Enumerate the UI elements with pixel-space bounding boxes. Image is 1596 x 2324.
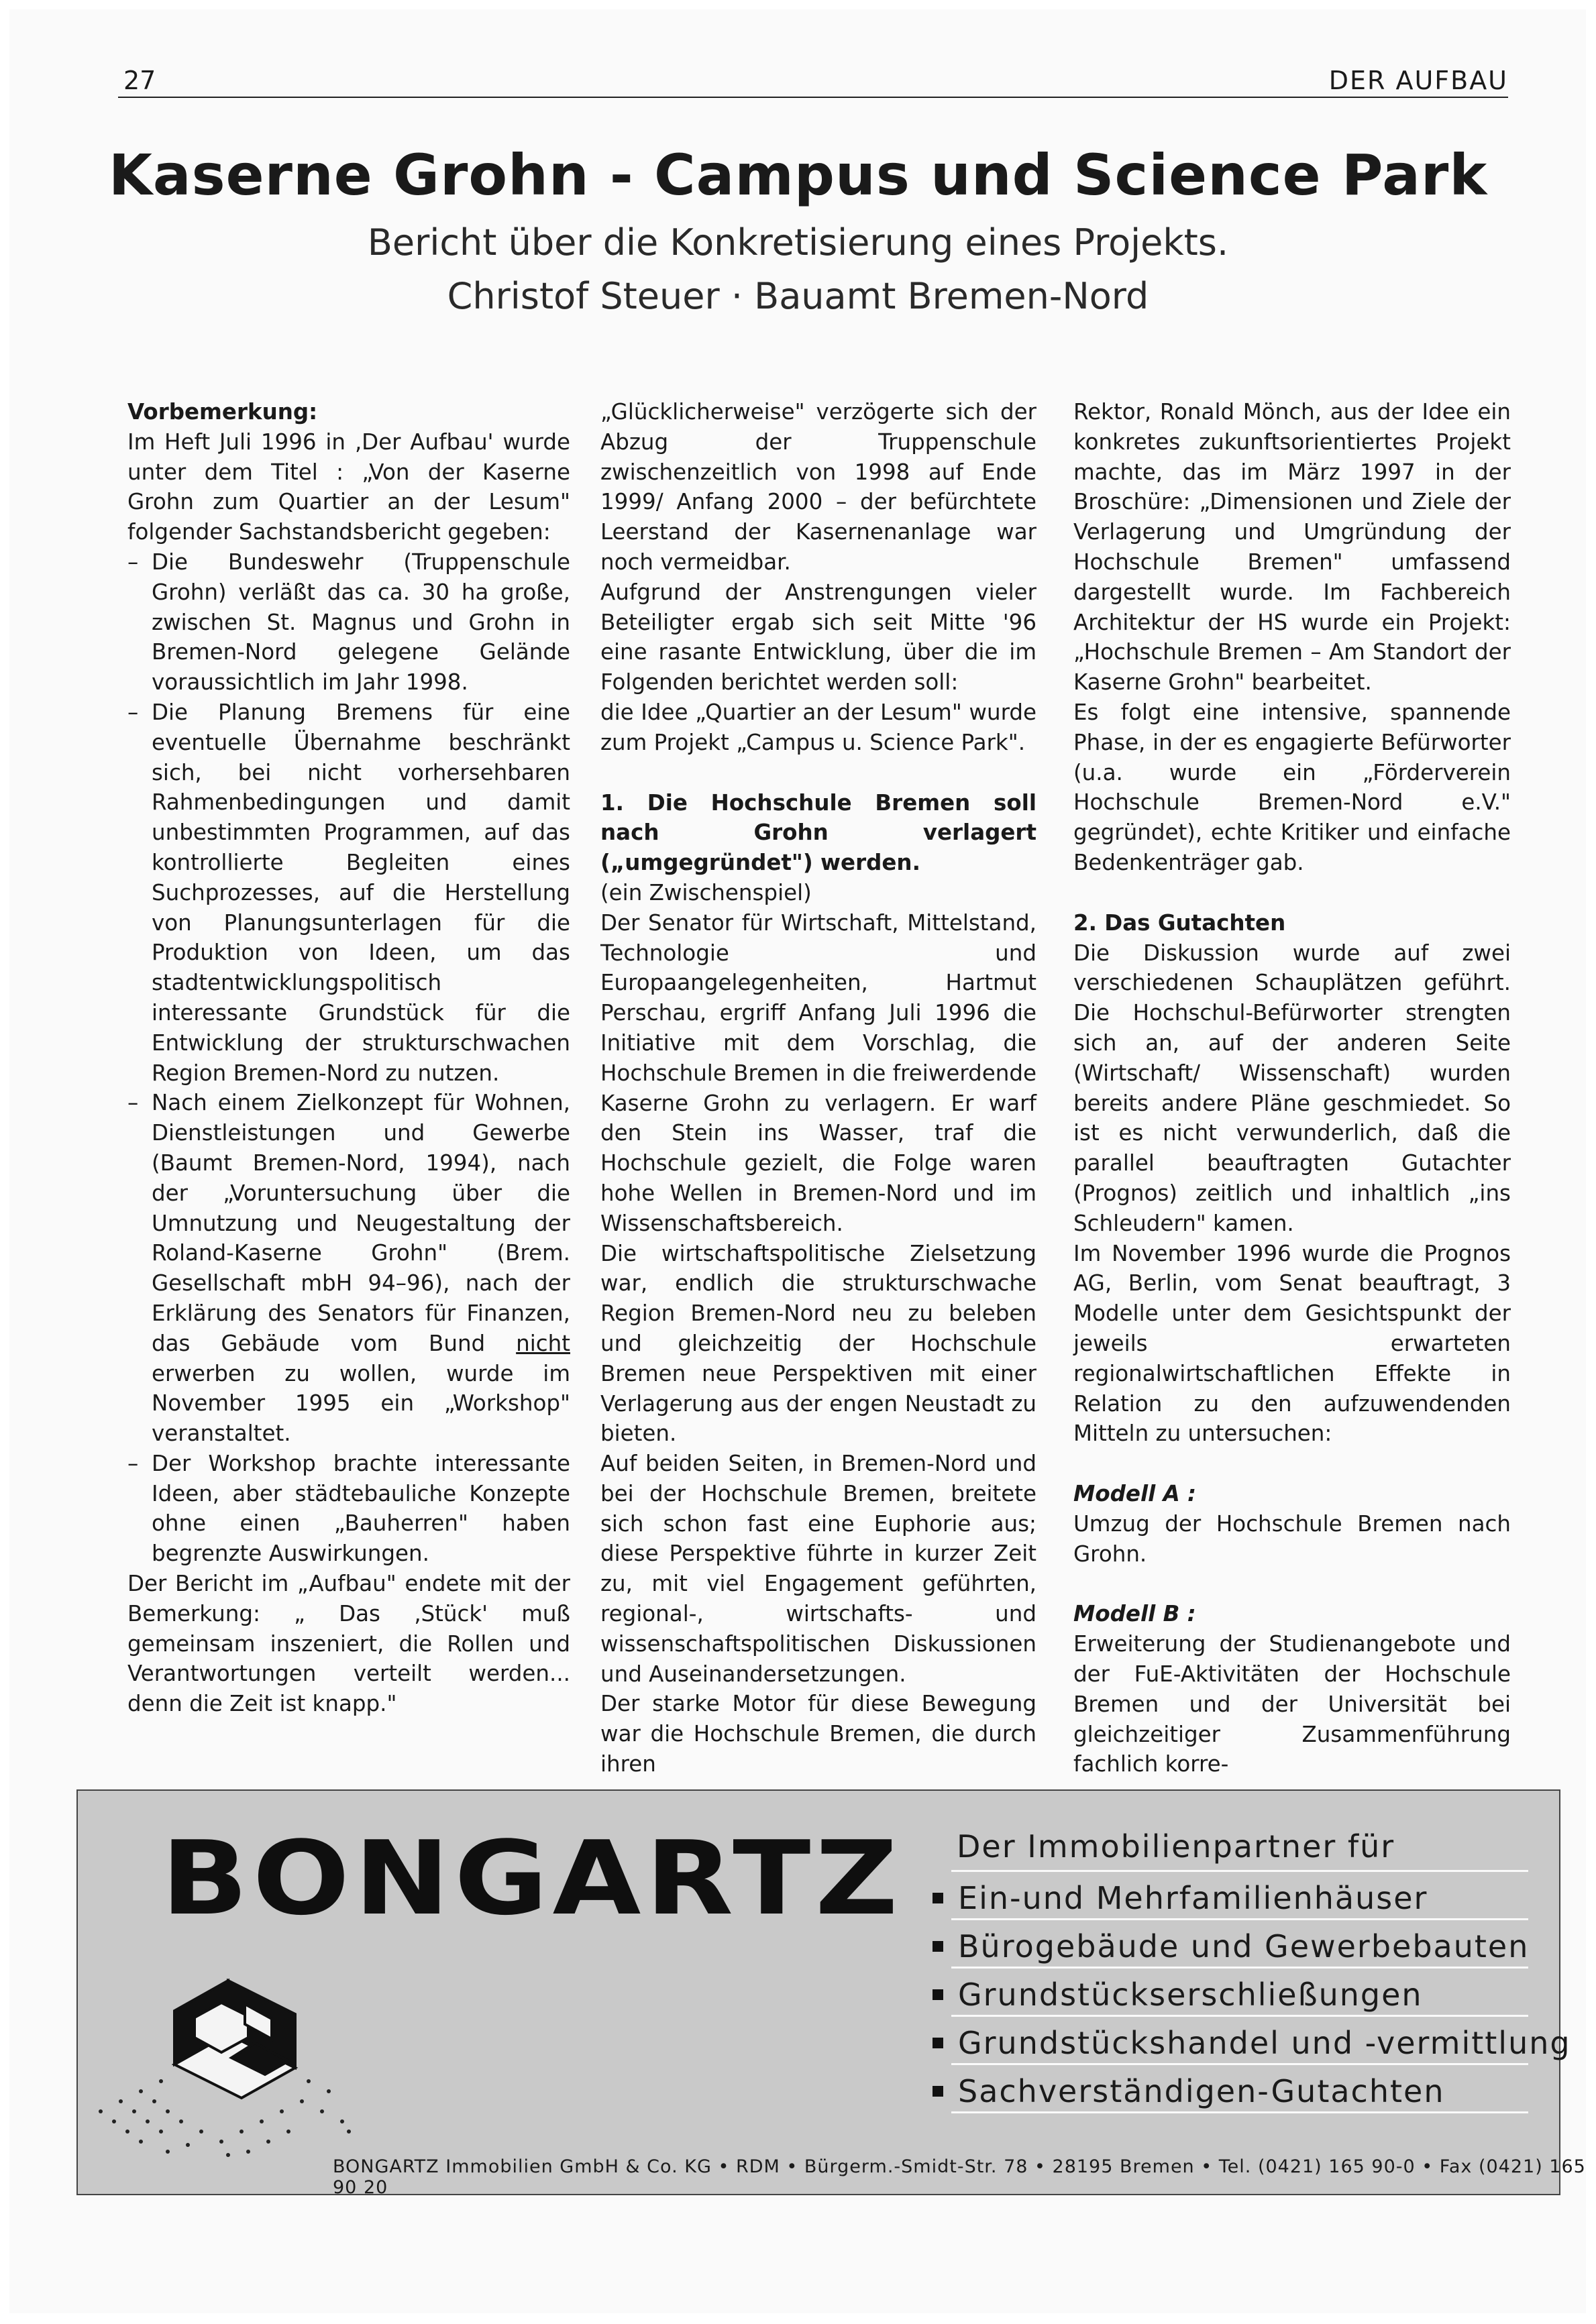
paragraph: die Idee „Quartier an der Lesum" wurde zum Projekt „Campus u. Science Park". <box>600 699 1036 755</box>
paragraph: Der starke Motor für diese Bewegung war die Hochschule Bremen, die durch ihren <box>600 1691 1036 1777</box>
ad-service-list <box>923 1874 1571 2115</box>
magazine-name: DER AUFBAU <box>1328 66 1508 95</box>
paragraph: Rektor, Ronald Mönch, aus der Idee ein konkretes zukunftsorientiertes Projekt machte, das im März 1997 in der Broschüre: „Dimensionen und Ziele der Verlagerung und Umgründung der Hochschule Bremen" umfassend dargestellt wurde. Im Fachbereich Architektur der HS wurde ein Projekt: „Hochschule Bremen – Am Standort der Kaserne Grohn" bearbeitet. <box>1073 399 1511 696</box>
paragraph: Umzug der Hochschule Bremen nach Grohn. <box>1073 1510 1511 1567</box>
column-2 <box>600 397 1036 1779</box>
list-item <box>923 2067 1571 2115</box>
page-number: 27 <box>123 66 156 95</box>
column-3 <box>1073 397 1511 1779</box>
ad-footer: BONGARTZ Immobilien GmbH & Co. KG • RDM • Bürgerm.-Smidt-Str. 78 • 28195 Bremen • Tel. (0421) 165 90-0 • Fax (0421) 165 90 20 <box>333 2156 1586 2198</box>
list-item <box>127 1088 570 1449</box>
section-heading: 2. Das Gutachten <box>1073 909 1286 936</box>
section-heading: Vorbemerkung: <box>127 399 318 425</box>
service-label: Bürogebäude und Gewerbebauten <box>958 1928 1530 1965</box>
text-run: Nach einem Zielkonzept für Wohnen, Dienstleistungen und Gewerbe (Baumt Bremen-Nord, 1994), nach der „Voruntersuchung über die Umnutzung und Neugestaltung der Roland-Kaserne Grohn" (Brem. Gesellschaft mbH 94–96), nach der Erklärung des Senators für Finanzen, das Gebäude vom Bund <box>152 1090 570 1356</box>
article-subtitle: Bericht über die Konkretisierung eines Projekts. <box>367 221 1229 264</box>
model-label: Modell A : <box>1073 1481 1197 1507</box>
paragraph: Im November 1996 wurde die Prognos AG, Berlin, vom Senat beauftragt, 3 Modelle unter dem Gesichtspunkt der jeweils erwarteten regionalwirtschaftlichen Effekte in Relation zu den aufzuwendenden Mitteln zu untersuchen: <box>1073 1240 1511 1447</box>
paragraph: „Glücklicherweise" verzögerte sich der Abzug der Truppenschule zwischenzeitlich von 1998 auf Ende 1999/ Anfang 2000 – der befürchtete Leerstand der Kasernenanlage war noch vermeidbar. <box>600 399 1036 575</box>
model-label: Modell B : <box>1073 1601 1196 1627</box>
underlined-text: nicht <box>516 1330 570 1356</box>
ad-brand-name: BONGARTZ <box>161 1819 903 1938</box>
page-header <box>118 59 1508 98</box>
service-label: Ein-und Mehrfamilienhäuser <box>958 1880 1428 1916</box>
paragraph: (ein Zwischenspiel) <box>600 879 812 905</box>
list-item: – Die Bundeswehr (Truppenschule Grohn) verläßt das ca. 30 ha große, zwischen St. Magnus und Grohn in Bremen-Nord gelegene Gelände voraussichtlich im Jahr 1998. <box>127 547 570 698</box>
paragraph: Auf beiden Seiten, in Bremen-Nord und bei der Hochschule Bremen, breitete sich schon fast eine Euphorie aus; diese Perspektive führte in kurzer Zeit zu, mit viel Engagement geführten, regional-, wirtschafts- und wissenschaftspolitischen Diskussionen und Auseinandersetzungen. <box>600 1451 1036 1687</box>
section-heading: 1. Die Hochschule Bremen soll nach Grohn verlagert („umgegründet") werden. <box>600 789 1036 876</box>
paragraph: Erweiterung der Studienangebote und der FuE-Aktivitäten der Hochschule Bremen und der Universität bei gleichzeitiger Zusammenführung fachlich korre- <box>1073 1631 1511 1777</box>
paragraph: Es folgt eine intensive, spannende Phase, in der es engagierte Befürworter (u.a. wurde ein „Förderverein Hochschule Bremen-Nord e.V." gegründet), echte Kritiker und einfache Bedenkenträger gab. <box>1073 699 1511 875</box>
paragraph: Aufgrund der Anstrengungen vieler Beteiligter ergab sich seit Mitte '96 eine rasante Entwicklung, über die im Folgenden berichtet werden soll: <box>600 579 1036 696</box>
bongartz-logo <box>94 1964 362 2158</box>
text-run: erwerben zu wollen, wurde im November 1995 ein „Workshop" veranstaltet. <box>152 1360 570 1447</box>
paragraph: Der Senator für Wirtschaft, Mittelstand, Technologie und Europaangelegenheiten, Hartmut Perschau, ergriff Anfang Juli 1996 die Initiative mit dem Vorschlag, die Hochschule Bremen in die freiwerdende Kaserne Grohn zu verlagern. Er warf den Stein ins Wasser, traf die Hochschule gezielt, die Folge waren hohe Wellen in Bremen-Nord und im Wissenschaftsbereich. <box>600 909 1036 1236</box>
paragraph: Der Bericht im „Aufbau" endete mit der Bemerkung: „ Das ‚Stück' muß gemeinsam inszeniert, die Rollen und Verantwortungen verteilt werden... denn die Zeit ist knapp." <box>127 1571 570 1717</box>
list-item <box>923 1874 1571 1922</box>
list-item: – Die Planung Bremens für eine eventuelle Übernahme beschränkt sich, bei nicht vorhersehbaren Rahmenbedingungen und damit unbestimmten Programmen, auf das kontrollierte Begleiten eines Suchprozesses, auf die Herstellung von Planungsunterlagen für die Produktion von Ideen, um das stadtentwicklungspolitisch interessante Grundstück für die Entwicklung der strukturschwachen Region Bremen-Nord zu nutzen. <box>127 698 570 1088</box>
article-title: Kaserne Grohn - Campus und Science Park <box>108 142 1488 208</box>
list-item <box>923 2019 1571 2067</box>
paragraph: Die wirtschaftspolitische Zielsetzung war, endlich die strukturschwache Region Bremen-Nord neu zu beleben und gleichzeitig der Hochschule Bremen neue Perspektiven mit einer Verlagerung aus der engen Neustadt zu bieten. <box>600 1240 1036 1447</box>
paragraph: Die Diskussion wurde auf zwei verschiedenen Schauplätzen geführt. Die Hochschul-Befürworter strengten sich an, auf der anderen Seite (Wirtschaft/ Wissenschaft) wurden bereits andere Pläne geschmiedet. So ist es nicht verwunderlich, daß die parallel beauftragten Gutachter (Prognos) zeitlich und inhaltlich „ins Schleudern" kamen. <box>1073 940 1511 1236</box>
service-label: Grundstückserschließungen <box>958 1977 1423 2013</box>
list-item <box>923 1971 1571 2019</box>
list-item <box>923 1922 1571 1971</box>
service-label: Sachverständigen-Gutachten <box>958 2073 1445 2109</box>
list-item: – Der Workshop brachte interessante Ideen, aber städtebauliche Konzepte ohne einen „Bauherren" haben begrenzte Auswirkungen. <box>127 1449 570 1569</box>
article-author: Christof Steuer · Bauamt Bremen-Nord <box>447 275 1149 317</box>
column-1 <box>127 397 570 1719</box>
ad-intro: Der Immobilienpartner für <box>957 1828 1395 1865</box>
service-label: Grundstückshandel und -vermittlung <box>958 2025 1571 2061</box>
paragraph: Im Heft Juli 1996 in ‚Der Aufbau' wurde unter dem Titel : „Von der Kaserne Grohn zum Quartier an der Lesum" folgender Sachstandsbericht gegeben: <box>127 429 570 545</box>
